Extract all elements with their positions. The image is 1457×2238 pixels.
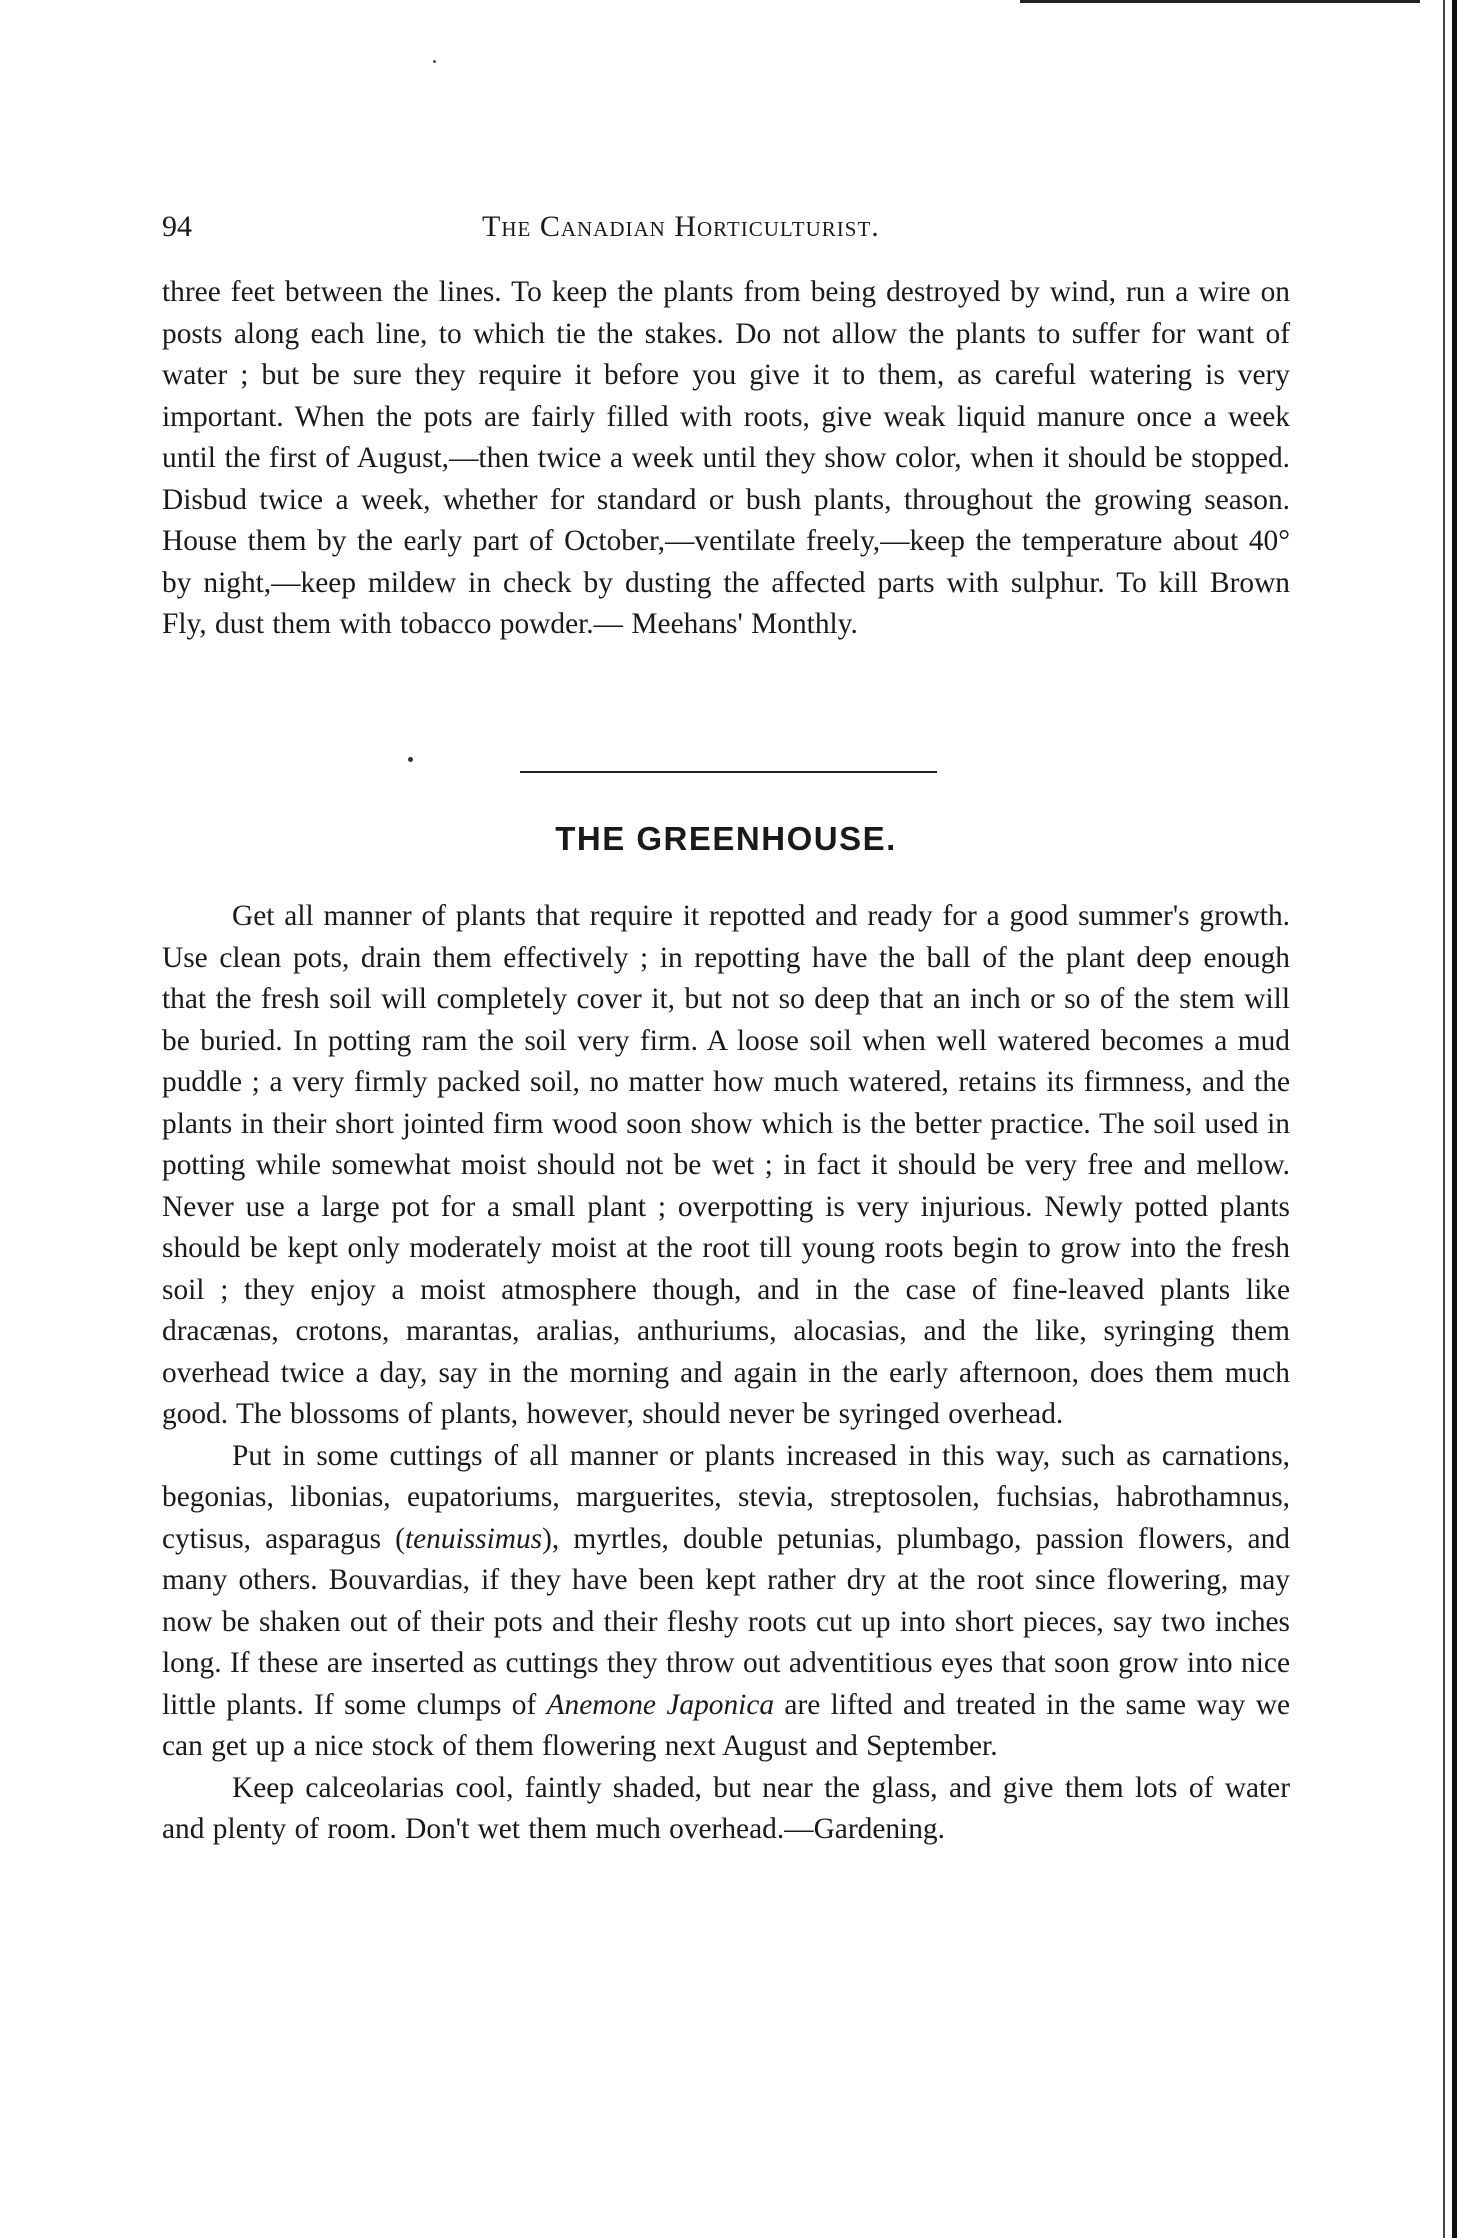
running-head	[162, 210, 1302, 250]
paragraph-text: Put in some cuttings of all manner or plants increased in this way, such as carnations, begonias, libonias, eupatoriums, marguerites, stevia, streptosolen, fuchsias, habrothamnus, cytisus, asparagus (	[162, 1439, 1290, 1555]
paragraph-text: are lifted and treated in the same way we can get up a nice stock of them flowering next August and September.	[162, 1688, 1291, 1762]
paragraph-text: ), myrtles, double petunias, plumbago, passion flowers, and many others. Bouvardias, if they have been kept rather dry at the root since flowering, may now be shaken out of their pots and their fleshy roots cut up into short pieces, say two inches long. If these are inserted as cuttings they throw out adventitious eyes that soon grow into nice little plants. If some clumps of	[162, 1522, 1290, 1721]
paragraph: Keep calceolarias cool, faintly shaded, but near the glass, and give them lots of water and plenty of room. Don't wet them much overhead.—Gardening.	[162, 1771, 1290, 1845]
page-number: 94	[162, 210, 192, 243]
page-edge-top	[1020, 0, 1420, 3]
scan-speck	[433, 60, 436, 63]
continued-article	[162, 272, 1290, 646]
scan-speck	[408, 757, 413, 762]
section-heading: THE GREENHOUSE.	[555, 820, 897, 857]
paragraph	[162, 1436, 1290, 1768]
page-edge-right	[1452, 0, 1457, 2238]
italic-term: Anemone Japonica	[546, 1688, 775, 1721]
section-divider	[520, 771, 937, 773]
greenhouse-article	[162, 896, 1290, 1851]
italic-term: tenuissimus	[404, 1522, 543, 1555]
page-edge-right-inner	[1443, 0, 1445, 2238]
paragraph: Get all manner of plants that require it repotted and ready for a good summer's growth. Use clean pots, drain them effectively ; in repotting have the ball of the plant deep enough that the fresh soil will completely cover it, but not so deep that an inch or so of the stem will be buried. In potting ram the soil very firm. A loose soil when well watered becomes a mud puddle ; a very firmly packed soil, no matter how much watered, retains its firmness, and the plants in their short jointed firm wood soon show which is the better practice. The soil used in potting while somewhat moist should not be wet ; in fact it should be very free and mellow. Never use a large pot for a small plant ; overpotting is very injurious. Newly potted plants should be kept only moderately moist at the root till young roots begin to grow into the fresh soil ; they enjoy a moist atmosphere though, and in the case of fine-leaved plants like dracænas, crotons, marantas, aralias, anthuriums, alocasias, and the like, syringing them overhead twice a day, say in the morning and again in the early afternoon, does them much good. The blossoms of plants, however, should never be syringed overhead.	[162, 900, 1290, 1430]
continued-paragraph: three feet between the lines. To keep the plants from being destroyed by wind, run a wire on posts along each line, to which tie the stakes. Do not allow the plants to suffer for want of water ; but be sure they require it before you give it to them, as careful watering is very important. When the pots are fairly filled with roots, give weak liquid manure once a week until the first of August,—then twice a week until they show color, when it should be stopped. Disbud twice a week, whether for standard or bush plants, throughout the growing season. House them by the early part of October,—ventilate freely,—keep the temperature about 40° by night,—keep mildew in check by dusting the affected parts with sulphur. To kill Brown Fly, dust them with tobacco powder.— Meehans' Monthly.	[162, 276, 1290, 640]
journal-title: The Canadian Horticulturist.	[482, 210, 880, 243]
